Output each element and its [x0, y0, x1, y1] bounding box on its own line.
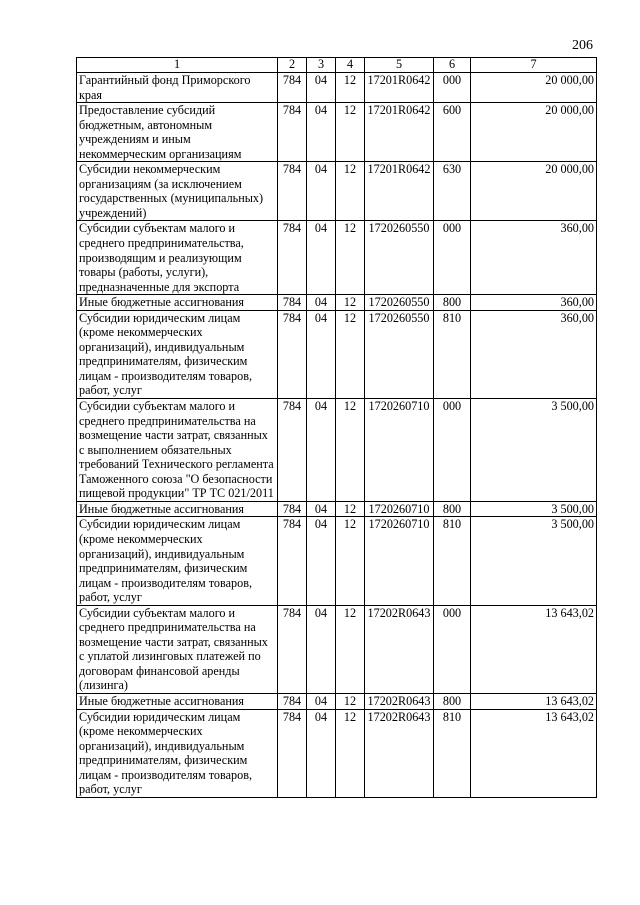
- row-amount: 3 500,00: [471, 517, 597, 605]
- row-target: 17202R0643: [365, 605, 434, 693]
- row-expense-type: 800: [434, 295, 471, 311]
- row-expense-type: 810: [434, 517, 471, 605]
- row-name: Иные бюджетные ассигнования: [77, 501, 278, 517]
- row-section: 04: [307, 605, 336, 693]
- row-ministry: 784: [278, 501, 307, 517]
- row-amount: 3 500,00: [471, 501, 597, 517]
- row-subsection: 12: [336, 517, 365, 605]
- row-section: 04: [307, 693, 336, 709]
- table-header-row: [77, 58, 597, 73]
- row-subsection: 12: [336, 709, 365, 797]
- row-subsection: 12: [336, 162, 365, 221]
- row-ministry: 784: [278, 295, 307, 311]
- column-header-7: 7: [471, 58, 597, 73]
- row-amount: 13 643,02: [471, 693, 597, 709]
- row-target: 17202R0643: [365, 693, 434, 709]
- table-row: [77, 221, 597, 295]
- row-name: Субсидии субъектам малого и среднего предпринимательства на возмещение части затрат, связанных с уплатой лизинговых платежей по договорам финансовой аренды (лизинга): [77, 605, 278, 693]
- column-header-3: 3: [307, 58, 336, 73]
- row-ministry: 784: [278, 709, 307, 797]
- row-name: Субсидии юридическим лицам (кроме некоммерческих организаций), индивидуальным предпринимателям, физическим лицам - производителям товаров, работ, услуг: [77, 517, 278, 605]
- table-row: [77, 162, 597, 221]
- row-section: 04: [307, 162, 336, 221]
- table-row: [77, 693, 597, 709]
- row-section: 04: [307, 709, 336, 797]
- row-target: 17201R0642: [365, 162, 434, 221]
- row-name: Субсидии некоммерческим организациям (за исключением государственных (муниципальных) учреждений): [77, 162, 278, 221]
- row-name: Иные бюджетные ассигнования: [77, 295, 278, 311]
- row-expense-type: 000: [434, 605, 471, 693]
- row-subsection: 12: [336, 501, 365, 517]
- row-target: 17201R0642: [365, 73, 434, 103]
- row-expense-type: 600: [434, 103, 471, 162]
- table-row: [77, 73, 597, 103]
- row-amount: 3 500,00: [471, 399, 597, 502]
- row-ministry: 784: [278, 517, 307, 605]
- row-target: 1720260710: [365, 517, 434, 605]
- row-section: 04: [307, 295, 336, 311]
- row-ministry: 784: [278, 162, 307, 221]
- row-amount: 360,00: [471, 221, 597, 295]
- column-header-1: 1: [77, 58, 278, 73]
- row-section: 04: [307, 73, 336, 103]
- row-amount: 360,00: [471, 310, 597, 398]
- row-target: 1720260550: [365, 310, 434, 398]
- row-amount: 20 000,00: [471, 162, 597, 221]
- table-row: [77, 399, 597, 502]
- row-subsection: 12: [336, 310, 365, 398]
- row-name: Субсидии юридическим лицам (кроме некоммерческих организаций), индивидуальным предпринимателям, физическим лицам - производителям товаров, работ, услуг: [77, 310, 278, 398]
- row-ministry: 784: [278, 399, 307, 502]
- table-row: [77, 709, 597, 797]
- column-header-6: 6: [434, 58, 471, 73]
- row-section: 04: [307, 221, 336, 295]
- row-subsection: 12: [336, 103, 365, 162]
- table-row: [77, 501, 597, 517]
- row-amount: 13 643,02: [471, 605, 597, 693]
- row-name: Иные бюджетные ассигнования: [77, 693, 278, 709]
- row-expense-type: 810: [434, 709, 471, 797]
- row-section: 04: [307, 517, 336, 605]
- row-target: 1720260710: [365, 399, 434, 502]
- row-ministry: 784: [278, 103, 307, 162]
- row-subsection: 12: [336, 605, 365, 693]
- row-subsection: 12: [336, 295, 365, 311]
- row-name: Предоставление субсидий бюджетным, автономным учреждениям и иным некоммерческим организациям: [77, 103, 278, 162]
- row-amount: 360,00: [471, 295, 597, 311]
- row-name: Гарантийный фонд Приморского края: [77, 73, 278, 103]
- row-expense-type: 810: [434, 310, 471, 398]
- row-subsection: 12: [336, 221, 365, 295]
- column-header-5: 5: [365, 58, 434, 73]
- row-expense-type: 800: [434, 693, 471, 709]
- row-section: 04: [307, 103, 336, 162]
- row-expense-type: 630: [434, 162, 471, 221]
- row-name: Субсидии юридическим лицам (кроме некоммерческих организаций), индивидуальным предпринимателям, физическим лицам - производителям товаров, работ, услуг: [77, 709, 278, 797]
- row-name: Субсидии субъектам малого и среднего предпринимательства, производящим и реализующим товары (работы, услуги), предназначенные для экспорта: [77, 221, 278, 295]
- budget-table: [76, 57, 597, 798]
- row-section: 04: [307, 310, 336, 398]
- row-section: 04: [307, 399, 336, 502]
- row-section: 04: [307, 501, 336, 517]
- row-expense-type: 800: [434, 501, 471, 517]
- row-subsection: 12: [336, 399, 365, 502]
- row-ministry: 784: [278, 605, 307, 693]
- row-target: 1720260710: [365, 501, 434, 517]
- row-subsection: 12: [336, 73, 365, 103]
- row-expense-type: 000: [434, 221, 471, 295]
- table-row: [77, 295, 597, 311]
- row-target: 1720260550: [365, 295, 434, 311]
- row-target: 17202R0643: [365, 709, 434, 797]
- table-row: [77, 310, 597, 398]
- column-header-4: 4: [336, 58, 365, 73]
- row-subsection: 12: [336, 693, 365, 709]
- row-expense-type: 000: [434, 399, 471, 502]
- table-row: [77, 605, 597, 693]
- row-expense-type: 000: [434, 73, 471, 103]
- row-target: 1720260550: [365, 221, 434, 295]
- page-number: 206: [572, 38, 593, 53]
- column-header-2: 2: [278, 58, 307, 73]
- row-name: Субсидии субъектам малого и среднего предпринимательства на возмещение части затрат, связанных с выполнением обязательных требований Технического регламента Таможенного союза "О безопасности пищевой продукции" ТР ТС 021/2011: [77, 399, 278, 502]
- row-ministry: 784: [278, 221, 307, 295]
- row-amount: 20 000,00: [471, 73, 597, 103]
- row-ministry: 784: [278, 73, 307, 103]
- row-amount: 20 000,00: [471, 103, 597, 162]
- table-row: [77, 517, 597, 605]
- row-target: 17201R0642: [365, 103, 434, 162]
- row-amount: 13 643,02: [471, 709, 597, 797]
- row-ministry: 784: [278, 310, 307, 398]
- row-ministry: 784: [278, 693, 307, 709]
- table-row: [77, 103, 597, 162]
